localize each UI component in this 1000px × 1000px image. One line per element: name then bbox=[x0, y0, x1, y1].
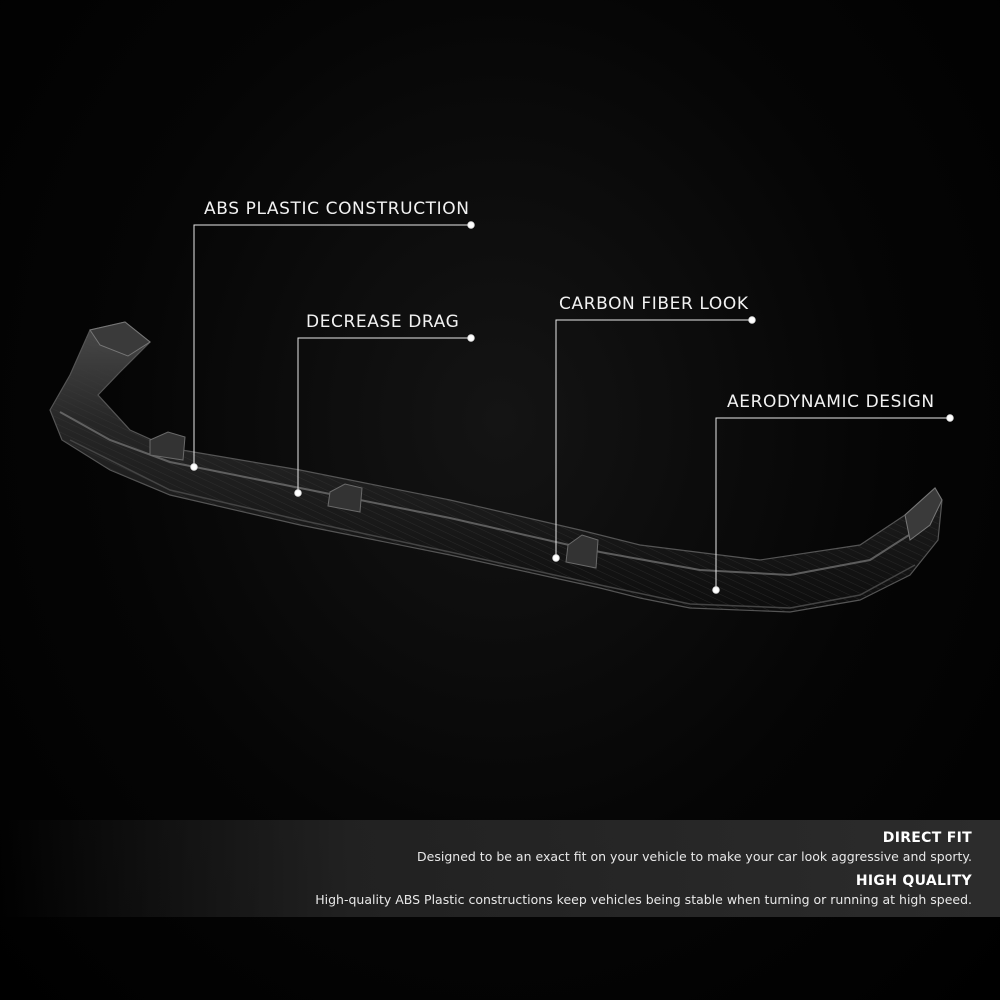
feature-description: High-quality ABS Plastic constructions keep vehicles being stable when turning or running at high speed. bbox=[315, 892, 972, 907]
callout-decrease-drag: DECREASE DRAG bbox=[306, 312, 460, 332]
feature-description: Designed to be an exact fit on your vehicle to make your car look aggressive and sporty. bbox=[417, 849, 972, 864]
callout-aerodynamic: AERODYNAMIC DESIGN bbox=[727, 392, 935, 412]
spoiler-body bbox=[50, 322, 942, 612]
features-panel bbox=[0, 820, 1000, 917]
feature-title: DIRECT FIT bbox=[882, 830, 972, 846]
callout-carbon-fiber: CARBON FIBER LOOK bbox=[559, 294, 749, 314]
feature-direct-fit bbox=[417, 830, 972, 865]
feature-title: HIGH QUALITY bbox=[855, 873, 972, 889]
callout-abs-plastic: ABS PLASTIC CONSTRUCTION bbox=[204, 199, 470, 219]
feature-high-quality bbox=[315, 873, 972, 908]
